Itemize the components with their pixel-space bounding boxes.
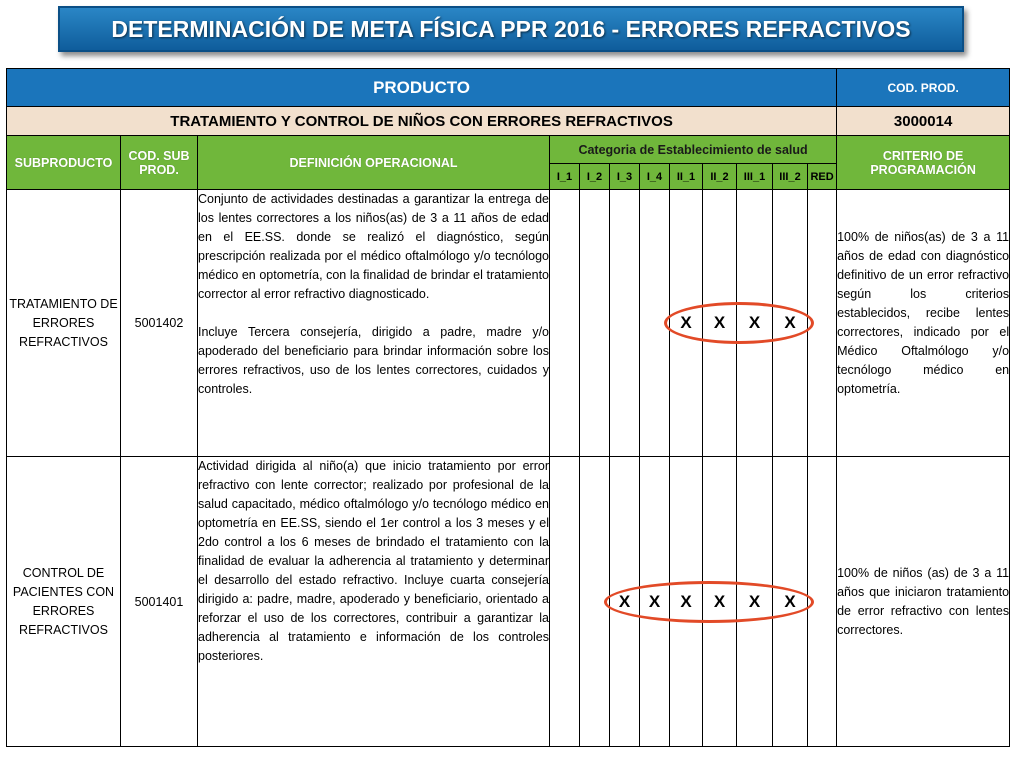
subproducto-header: SUBPRODUCTO xyxy=(7,136,121,190)
producto-header: PRODUCTO xyxy=(7,69,837,107)
subproducto-name: TRATAMIENTO DE ERRORES REFRACTIVOS xyxy=(7,190,121,457)
cod-prod-value: 3000014 xyxy=(837,107,1010,136)
mark-red xyxy=(808,457,837,747)
mark-i-2 xyxy=(580,190,610,457)
category-ii-1: II_1 xyxy=(670,164,703,190)
category-iii-2: III_2 xyxy=(773,164,808,190)
category-ii-2: II_2 xyxy=(703,164,737,190)
definicion-paragraph: Incluye Tercera consejería, dirigido a padre, madre y/o apoderado del beneficiario para brindar información sobre los errores refractivos, uso de los lentes correctores, cuidados y controles. xyxy=(198,325,549,396)
mark-i-3: X xyxy=(610,457,640,747)
category-iii-1: III_1 xyxy=(737,164,773,190)
definicion-operacional xyxy=(198,190,550,457)
subproducto-code: 5001401 xyxy=(121,457,198,747)
category-red: RED xyxy=(808,164,837,190)
mark-iii-1: X xyxy=(737,190,773,457)
meta-fisica-table xyxy=(6,68,1010,747)
definicion-paragraph: Conjunto de actividades destinadas a garantizar la entrega de los lentes correctores a los niños(as) de 3 a 11 años de edad en el EE.SS. donde se realizó el diagnóstico, según prescripción realizada por el médico oftalmólogo y/o tecnólogo médico en optometría, con la finalidad de brindar el tratamiento corrector al error refractivo diagnosticado. xyxy=(198,192,549,301)
mark-i-4 xyxy=(640,190,670,457)
cod-sub-header: COD. SUB PROD. xyxy=(121,136,198,190)
producto-value: TRATAMIENTO Y CONTROL DE NIÑOS CON ERRORES REFRACTIVOS xyxy=(7,107,837,136)
subproducto-name: CONTROL DE PACIENTES CON ERRORES REFRACTIVOS xyxy=(7,457,121,747)
definicion-operacional xyxy=(198,457,550,747)
definicion-header: DEFINICIÓN OPERACIONAL xyxy=(198,136,550,190)
mark-ii-2: X xyxy=(703,190,737,457)
criterio-header: CRITERIO DE PROGRAMACIÓN xyxy=(837,136,1010,190)
cod-prod-header: COD. PROD. xyxy=(837,69,1010,107)
category-i-4: I_4 xyxy=(640,164,670,190)
mark-red xyxy=(808,190,837,457)
mark-ii-1: X xyxy=(670,457,703,747)
subproducto-code: 5001402 xyxy=(121,190,198,457)
page-title: DETERMINACIÓN DE META FÍSICA PPR 2016 - ERRORES REFRACTIVOS xyxy=(58,6,964,52)
category-i-2: I_2 xyxy=(580,164,610,190)
categoria-header: Categoria de Establecimiento de salud xyxy=(550,136,837,164)
mark-iii-2: X xyxy=(773,457,808,747)
mark-i-2 xyxy=(580,457,610,747)
criterio-programacion: 100% de niños (as) de 3 a 11 años que iniciaron tratamiento de error refractivo con lentes correctores. xyxy=(837,457,1010,747)
definicion-paragraph: Actividad dirigida al niño(a) que inicio tratamiento por error refractivo con lente corrector; realizado por profesional de la salud capacitado, médico oftalmólogo y/o tecnólogo médico en optometría en EE.SS, siendo el 1er control a los 3 meses y el 2do control a los 6 meses de brindado el tratamiento con la finalidad de evaluar la adherencia al tratamiento y determinar el desarrollo del estado refractivo. Incluye cuarta consejería dirigido a: padre, madre, apoderado y beneficiario, orientado a reforzar el uso de los correctores, contribuir a garantizar la adherencia al tratamiento e información de los controles posteriores. xyxy=(198,459,549,663)
mark-iii-2: X xyxy=(773,190,808,457)
mark-ii-2: X xyxy=(703,457,737,747)
mark-i-1 xyxy=(550,190,580,457)
mark-i-4: X xyxy=(640,457,670,747)
mark-i-1 xyxy=(550,457,580,747)
mark-ii-1: X xyxy=(670,190,703,457)
category-i-1: I_1 xyxy=(550,164,580,190)
mark-i-3 xyxy=(610,190,640,457)
mark-iii-1: X xyxy=(737,457,773,747)
criterio-programacion: 100% de niños(as) de 3 a 11 años de edad con diagnóstico definitivo de un error refractivo según los criterios establecidos, recibe lentes correctores, indicado por el Médico Oftalmólogo y/o tecnólogo médico en optometría. xyxy=(837,190,1010,457)
category-i-3: I_3 xyxy=(610,164,640,190)
